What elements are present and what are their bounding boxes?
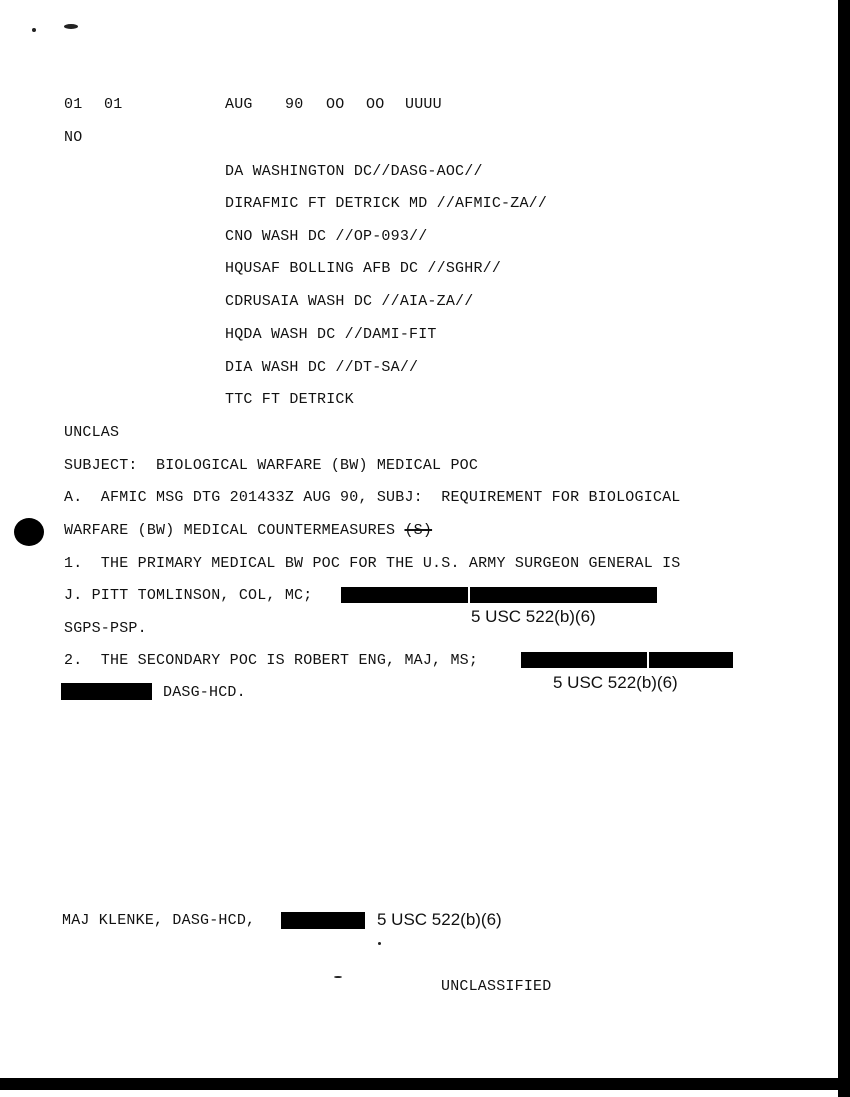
reference-line-2-text: WARFARE (BW) MEDICAL COUNTERMEASURES xyxy=(64,522,405,539)
addressee-line: HQDA WASH DC //DAMI-FIT xyxy=(225,326,437,343)
para1-line-1: 1. THE PRIMARY MEDICAL BW POC FOR THE U.S. ARMY SURGEON GENERAL IS xyxy=(64,555,681,572)
scan-speck xyxy=(64,24,78,29)
header-year: 90 xyxy=(285,96,304,113)
header-no: NO xyxy=(64,129,83,146)
redaction-block xyxy=(521,652,647,668)
para1-line-2: J. PITT TOMLINSON, COL, MC; xyxy=(64,587,313,604)
redaction-block xyxy=(341,587,468,603)
scan-border-right xyxy=(838,0,850,1097)
addressee-line: CDRUSAIA WASH DC //AIA-ZA// xyxy=(225,293,474,310)
subject-line: SUBJECT: BIOLOGICAL WARFARE (BW) MEDICAL POC xyxy=(64,457,479,474)
drafter-line: MAJ KLENKE, DASG-HCD, xyxy=(62,912,256,929)
addressee-line: DIA WASH DC //DT-SA// xyxy=(225,359,419,376)
exemption-label: 5 USC 522(b)(6) xyxy=(553,673,678,692)
addressee-line: TTC FT DETRICK xyxy=(225,391,354,408)
redaction-block xyxy=(281,912,365,929)
scan-speck xyxy=(32,28,36,32)
header-field5: UUUU xyxy=(405,96,442,113)
scan-speck xyxy=(378,942,381,945)
para2-line-1: 2. THE SECONDARY POC IS ROBERT ENG, MAJ, MS; xyxy=(64,652,479,669)
header-field4: OO xyxy=(366,96,385,113)
reference-line-2 xyxy=(64,522,432,540)
para2-line-2: DASG-HCD. xyxy=(163,684,246,701)
footer-classification: UNCLASSIFIED xyxy=(441,978,552,995)
struck-classification-mark: (S) xyxy=(404,522,433,539)
redaction-block xyxy=(649,652,733,668)
para1-line-3: SGPS-PSP. xyxy=(64,620,147,637)
header-col2: 01 xyxy=(104,96,123,113)
redaction-block xyxy=(470,587,657,603)
scan-speck xyxy=(334,976,342,978)
header-field3: OO xyxy=(326,96,345,113)
addressee-line: CNO WASH DC //OP-093// xyxy=(225,228,428,245)
scan-border-bottom xyxy=(0,1078,850,1090)
classification-line: UNCLAS xyxy=(64,424,120,441)
hole-punch-mark xyxy=(14,518,44,546)
header-month: AUG xyxy=(225,96,253,113)
addressee-line: DIRAFMIC FT DETRICK MD //AFMIC-ZA// xyxy=(225,195,548,212)
exemption-label: 5 USC 522(b)(6) xyxy=(377,910,502,929)
header-col1: 01 xyxy=(64,96,83,113)
addressee-line: HQUSAF BOLLING AFB DC //SGHR// xyxy=(225,260,502,277)
reference-line-1: A. AFMIC MSG DTG 201433Z AUG 90, SUBJ: REQUIREMENT FOR BIOLOGICAL xyxy=(64,489,681,506)
redaction-block xyxy=(61,683,152,700)
addressee-line: DA WASHINGTON DC//DASG-AOC// xyxy=(225,163,483,180)
exemption-label: 5 USC 522(b)(6) xyxy=(471,607,596,626)
